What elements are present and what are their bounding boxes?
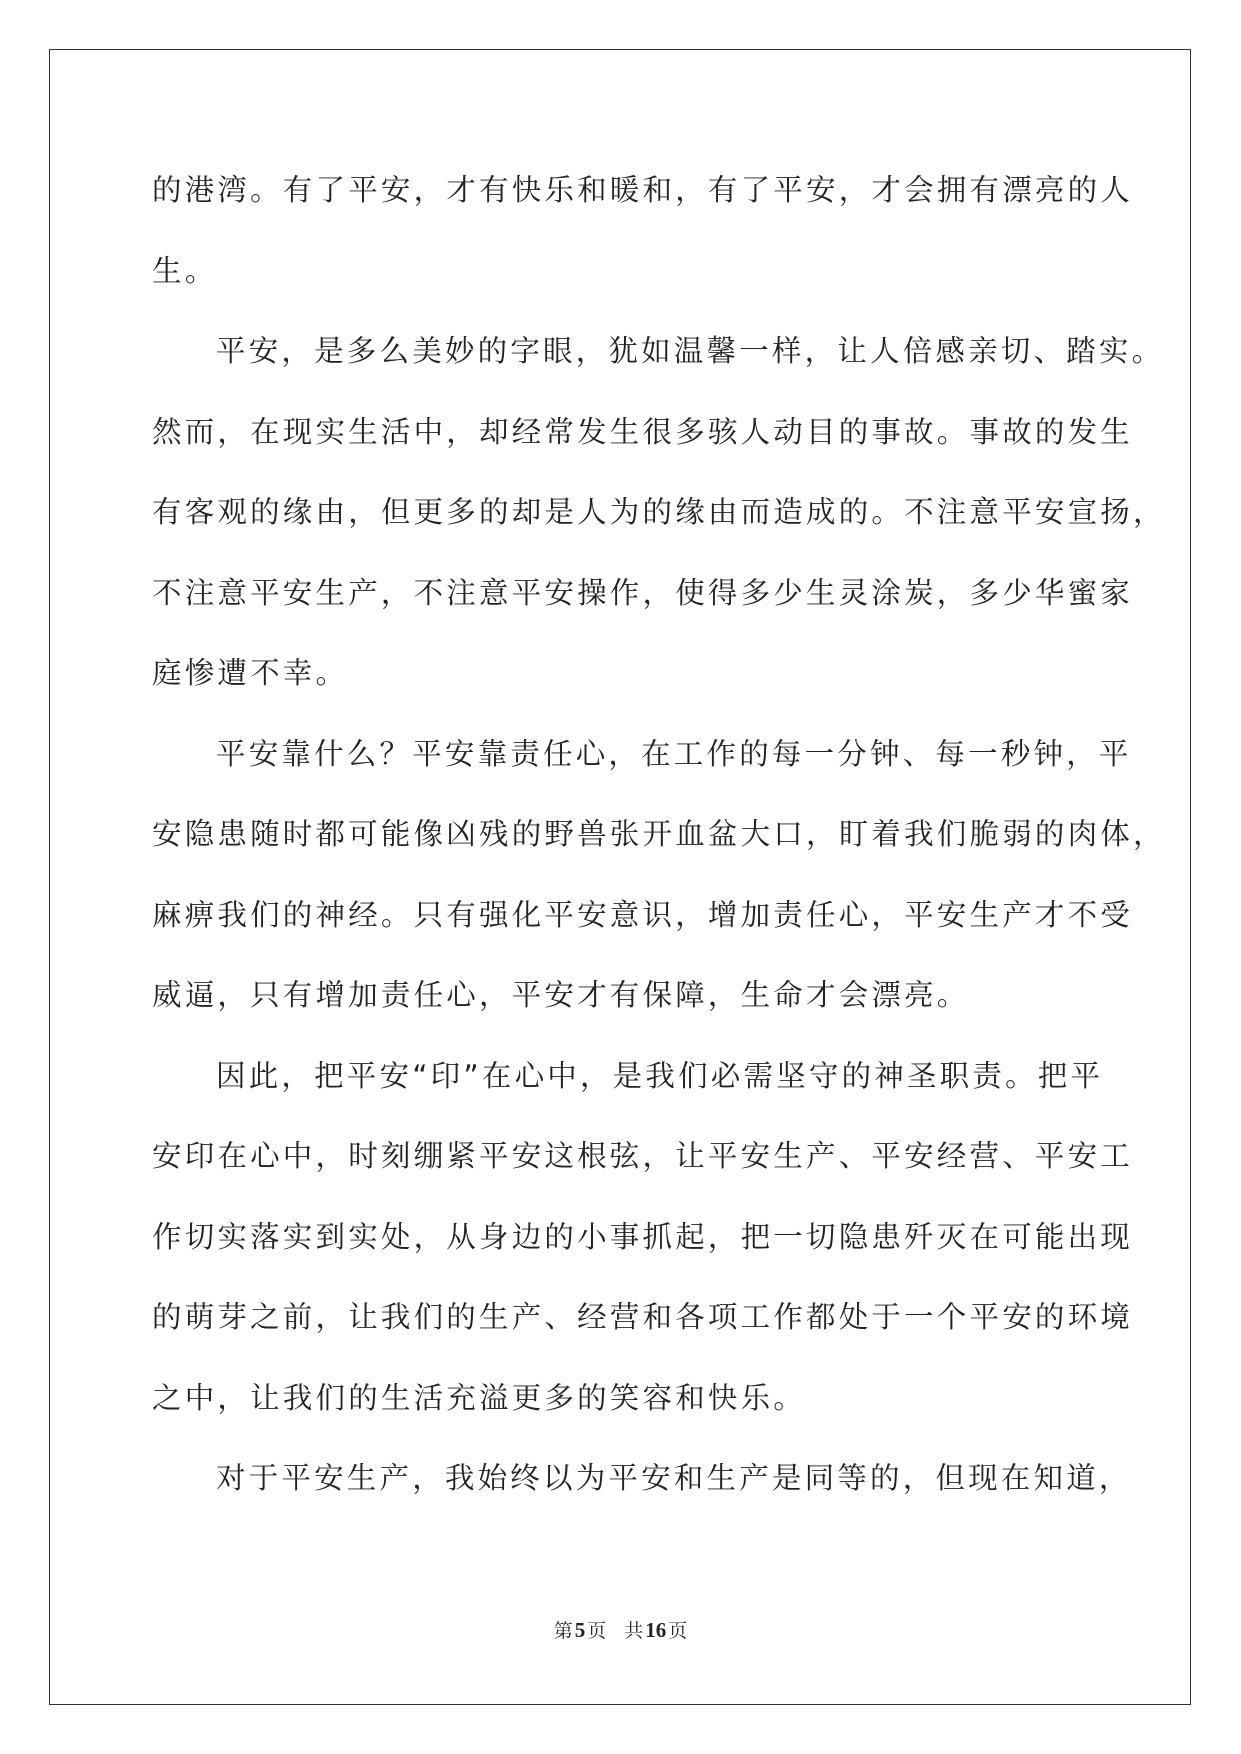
total-page-count: 16 — [645, 1618, 667, 1642]
paragraph-start-line: 对于平安生产，我始终以为平安和生产是同等的，但现在知道， — [216, 1461, 1132, 1495]
text-line: 安隐患随时都可能像凶残的野兽张开血盆大口，盯着我们脆弱的肉体， — [152, 817, 1166, 851]
text-line: 不注意平安生产，不注意平安操作，使得多少生灵涂炭，多少华蜜家 — [152, 575, 1134, 610]
text-line: 安印在心中，时刻绷紧平安这根弦，让平安生产、平安经营、平安工 — [152, 1139, 1134, 1173]
text-line: 然而，在现实生活中，却经常发生很多骇人动目的事故。事故的发生 — [152, 414, 1134, 449]
text-line: 作切实落实到实处，从身边的小事抓起，把一切隐患歼灭在可能出现 — [152, 1219, 1134, 1254]
text-line: 的萌芽之前，让我们的生产、经营和各项工作都处于一个平安的环境 — [152, 1300, 1134, 1334]
text-line: 威逼，只有增加责任心，平安才有保障，生命才会漂亮。 — [152, 978, 970, 1012]
text-line: 之中，让我们的生活充溢更多的笑容和快乐。 — [152, 1380, 807, 1415]
paragraph-start-line: 因此，把平安“印”在心中，是我们必需坚守的神圣职责。把平 — [216, 1058, 1104, 1093]
total-prefix: 共 — [624, 1620, 644, 1642]
page-prefix: 第 — [553, 1620, 573, 1642]
text-line: 有客观的缘由，但更多的却是人为的缘由而造成的。不注意平安宣扬， — [152, 495, 1166, 529]
text-line: 麻痹我们的神经。只有强化平安意识，增加责任心，平安生产才不受 — [152, 897, 1134, 932]
current-page-number: 5 — [574, 1618, 586, 1642]
page-suffix: 页 — [587, 1620, 607, 1642]
paragraph-start-line: 平安靠什么？平安靠责任心，在工作的每一分钟、每一秒钟，平 — [216, 736, 1132, 771]
page-footer — [0, 1616, 1241, 1643]
paragraph-start-line: 平安，是多么美妙的字眼，犹如温馨一样，让人倍感亲切、踏实。 — [216, 334, 1165, 368]
document-body — [152, 150, 1166, 1519]
text-line: 的港湾。有了平安，才有快乐和暖和，有了平安，才会拥有漂亮的人 — [152, 173, 1134, 207]
total-suffix: 页 — [668, 1620, 688, 1642]
text-line: 庭惨遭不幸。 — [152, 656, 349, 690]
text-line: 生。 — [152, 253, 218, 288]
